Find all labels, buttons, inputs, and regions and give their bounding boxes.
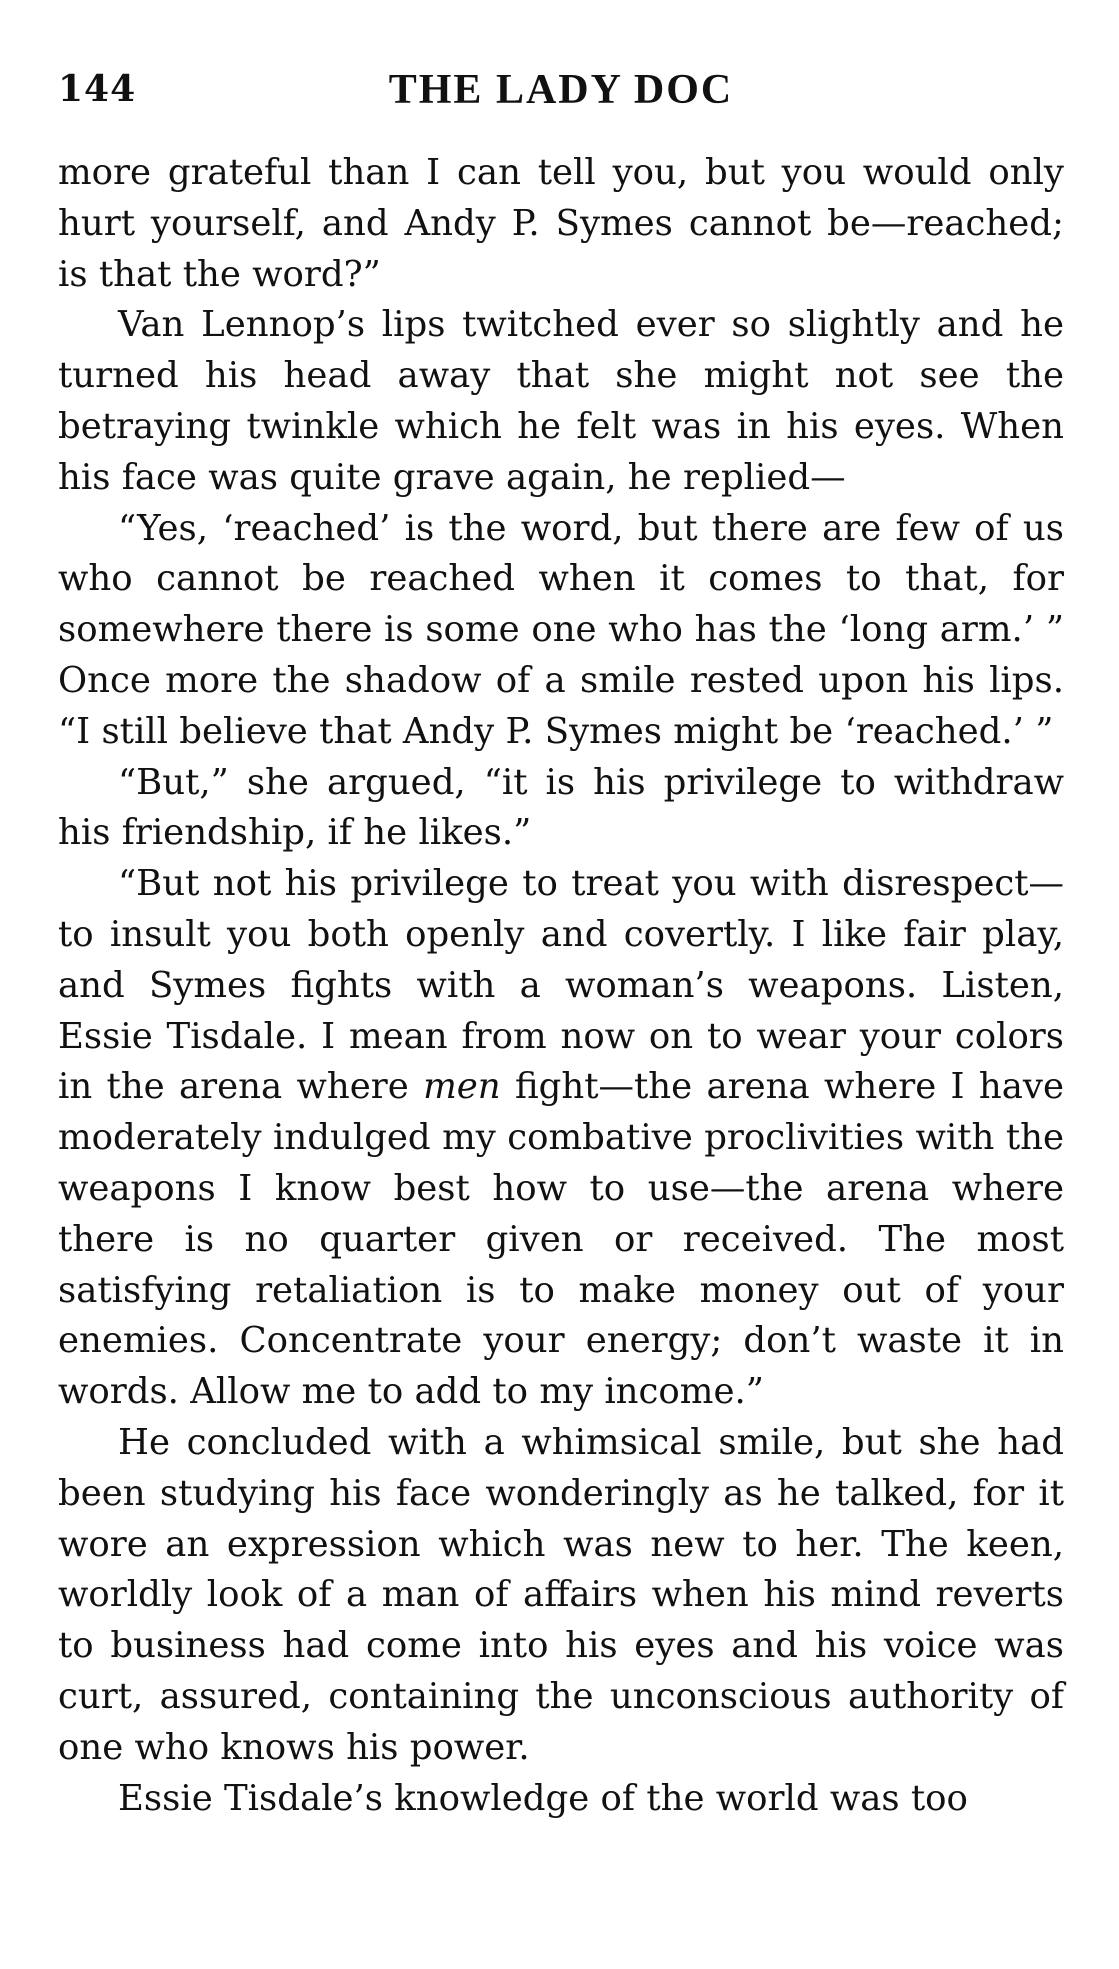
paragraph-2: Van Lennop’s lips twitched ever so slightly and he turned his head away that she might not see the betraying twinkle which he felt was in his eyes. When his face was quite grave again, he replied— (58, 304, 1064, 498)
paragraph-5-part-2: fight—the arena where I have moderately indulged my combative proclivities with the weapons I know best how to use—the arena where there is no quarter given or received. The most satisfying retaliation is to make money out of your enemies. Concentrate your energy; don’t waste it in words. Allow me to add to my income.” (58, 1066, 1064, 1413)
paragraph-3: “Yes, ‘reached’ is the word, but there are few of us who cannot be reached when it comes to that, for somewhere there is some one who has the ‘long arm.’ ” Once more the shadow of a smile rested upon his lips. “I still believe that Andy P. Symes might be ‘reached.’ ” (58, 507, 1064, 752)
paragraph-5 (58, 859, 1064, 1418)
page-number: 144 (58, 68, 137, 110)
book-page (58, 62, 1064, 1824)
paragraph-5-part-1: “But not his privilege to treat you with disrespect—to insult you both openly and covertly. I like fair play, and Symes fights with a woman’s weapons. Listen, Essie Tisdale. I mean from now on to wear your colors in the arena where (58, 863, 1064, 1108)
paragraph-7: Essie Tisdale’s knowledge of the world was too (118, 1777, 968, 1819)
paragraph-1: more grateful than I can tell you, but you would only hurt yourself, and Andy P. Symes cannot be—reached; is that the word?” (58, 152, 1064, 295)
body-text (58, 148, 1064, 1824)
paragraph-5-emphasis: men (423, 1066, 501, 1108)
running-head: THE LADY DOC (388, 67, 734, 113)
paragraph-4: “But,” she argued, “it is his privilege to withdraw his friendship, if he likes.” (58, 761, 1064, 854)
paragraph-6: He concluded with a whimsical smile, but she had been studying his face wonderingly as he talked, for it wore an expression which was new to her. The keen, worldly look of a man of affairs when his mind reverts to business had come into his eyes and his voice was curt, assured, containing the unconscious authority of one who knows his power. (58, 1421, 1064, 1768)
page-header (58, 62, 1064, 122)
